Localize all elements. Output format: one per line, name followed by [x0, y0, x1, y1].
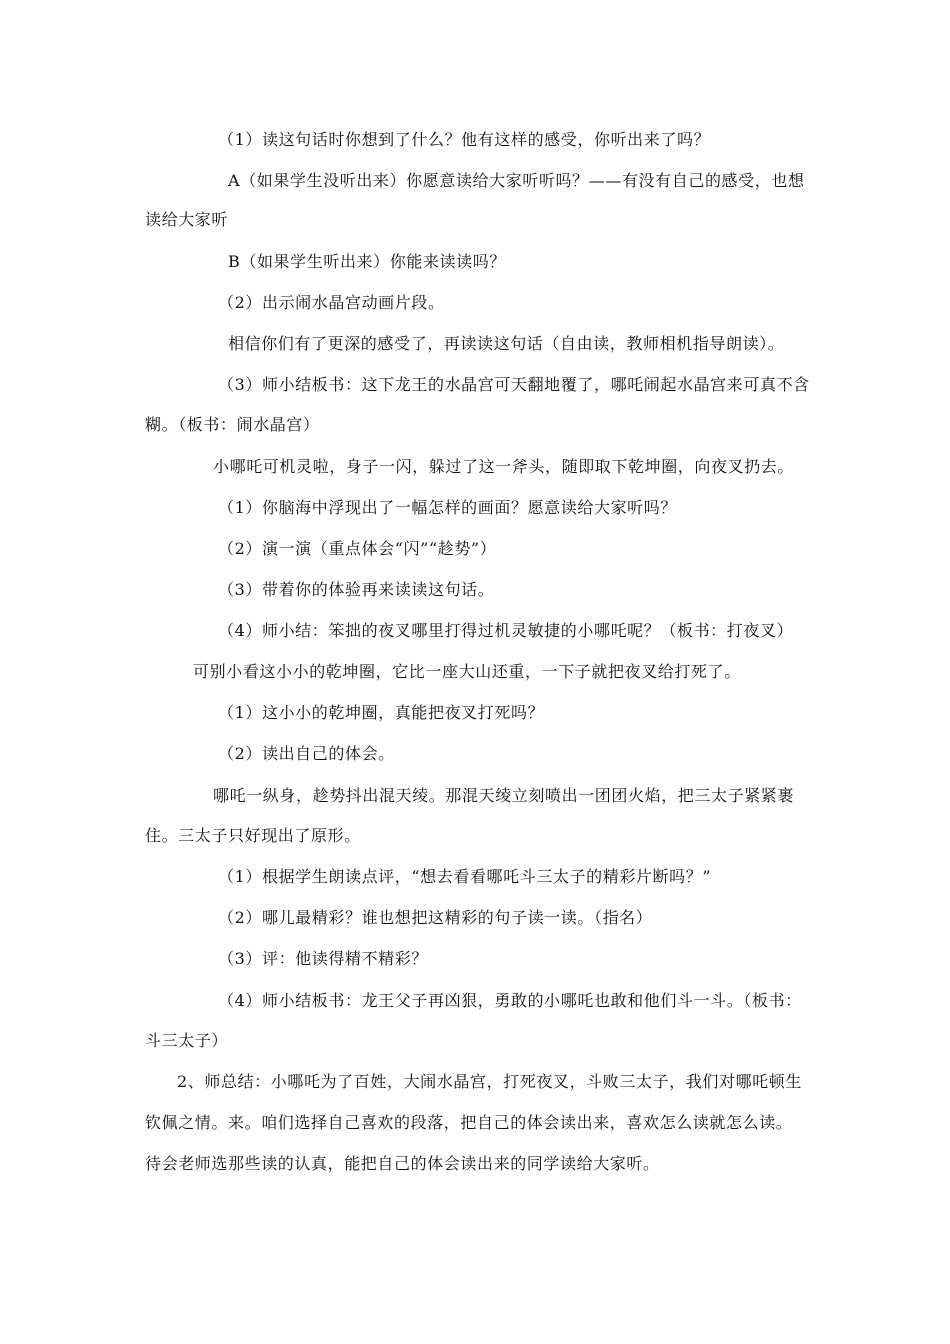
text-line: 哪吒一纵身，趁势抖出混天绫。那混天绫立刻喷出一团团火焰，把三太子紧紧裹 — [213, 786, 795, 805]
text-line: （1）你脑海中浮现出了一幅怎样的画面？愿意读给大家听吗？ — [218, 498, 677, 517]
text-line: （2）演一演（重点体会“闪”“趁势”） — [218, 539, 497, 558]
text-line: （2）读出自己的体会。 — [218, 744, 395, 763]
text-line: 读给大家听 — [145, 210, 229, 229]
text-line: 糊。（板书：闹水晶宫） — [145, 415, 320, 434]
text-line: （3）评：他读得精不精彩？ — [218, 949, 428, 968]
text-line: （1）根据学生朗读点评，“想去看看哪吒斗三太子的精彩片断吗？” — [218, 867, 712, 886]
text-line: 2、师总结：小哪吒为了百姓，大闹水晶宫，打死夜叉，斗败三太子，我们对哪吒顿生 — [177, 1072, 802, 1091]
text-line: （3）带着你的体验再来读读这句话。 — [218, 580, 495, 599]
text-line: B（如果学生听出来）你能来读读吗？ — [228, 252, 506, 271]
text-line: 斗三太子） — [145, 1031, 229, 1050]
text-line: 相信你们有了更深的感受了，再读读这句话（自由读，教师相机指导朗读）。 — [228, 334, 785, 353]
text-line: （3）师小结板书：这下龙王的水晶宫可天翻地覆了，哪吒闹起水晶宫来可真不含 — [218, 375, 810, 394]
text-line: 可别小看这小小的乾坤圈，它比一座大山还重，一下子就把夜叉给打死了。 — [193, 662, 741, 681]
text-line: 住。三太子只好现出了原形。 — [145, 826, 361, 845]
text-line: （1）读这句话时你想到了什么？他有这样的感受，你听出来了吗？ — [218, 130, 711, 149]
text-line: （1）这小小的乾坤圈，真能把夜叉打死吗？ — [218, 703, 545, 722]
text-line: 小哪吒可机灵啦，身子一闪，躲过了这一斧头，随即取下乾坤圈，向夜叉扔去。 — [213, 457, 795, 476]
text-line: 钦佩之情。来。咱们选择自己喜欢的段落，把自己的体会读出来，喜欢怎么读就怎么读。 — [145, 1113, 793, 1132]
text-line: A（如果学生没听出来）你愿意读给大家听听吗？——有没有自己的感受，也想 — [228, 171, 805, 190]
text-line: （2）出示闹水晶宫动画片段。 — [218, 293, 445, 312]
text-line: （4）师小结板书：龙王父子再凶狠，勇敢的小哪吒也敢和他们斗一斗。（板书： — [218, 991, 802, 1010]
text-line: 待会老师选那些读的认真，能把自己的体会读出来的同学读给大家听。 — [145, 1154, 660, 1173]
text-line: （4）师小结：笨拙的夜叉哪里打得过机灵敏捷的小哪吒呢？（板书：打夜叉） — [218, 621, 794, 640]
text-line: （2）哪儿最精彩？谁也想把这精彩的句子读一读。（指名） — [218, 908, 653, 927]
